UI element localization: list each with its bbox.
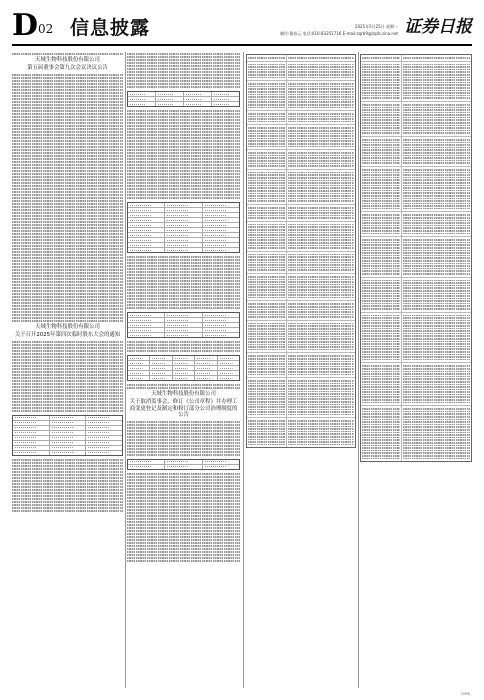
text-line [12, 98, 123, 100]
column-divider [358, 52, 359, 688]
text-line [12, 176, 123, 178]
text-line [127, 530, 240, 532]
text-line [12, 477, 123, 479]
announcement-company: 天域生物科技股份有限公司 [35, 323, 100, 330]
text-line [127, 256, 240, 258]
text-line [12, 101, 123, 103]
text-line [12, 314, 123, 316]
text-line [127, 442, 240, 444]
text-line [127, 56, 240, 58]
text-line [127, 283, 240, 285]
text-line [127, 512, 240, 514]
announcement-company: 天域生物科技股份有限公司 [151, 391, 216, 397]
text-line [12, 368, 123, 370]
text-line [127, 113, 240, 115]
text-line [127, 158, 240, 160]
text-line [12, 170, 123, 172]
column-divider [243, 52, 244, 688]
text-line [127, 277, 240, 279]
text-line [127, 527, 240, 529]
text-line [12, 122, 123, 124]
text-line [127, 454, 240, 456]
text-line [127, 292, 240, 294]
text-line [12, 392, 123, 394]
text-line [12, 140, 123, 142]
text-line [12, 341, 123, 343]
announcement-title: 关于取消监事会、修订《公司章程》并办理工商变更登记及制定和修订部分公司治理制度的公告 [129, 399, 238, 419]
announcement-company: 天域生物科技股份有限公司 [35, 57, 100, 63]
text-line [12, 242, 123, 244]
text-line [12, 350, 123, 352]
text-line [12, 194, 123, 196]
text-line [12, 149, 123, 151]
column-divider [125, 52, 126, 688]
text-line [12, 251, 123, 253]
data-table [127, 312, 240, 338]
text-line [12, 462, 123, 464]
text-line [127, 74, 240, 76]
text-line [12, 356, 123, 358]
text-line [127, 545, 240, 547]
text-line [12, 389, 123, 391]
text-line [127, 271, 240, 273]
text-line [12, 257, 123, 259]
text-line [127, 347, 240, 349]
text-line [12, 263, 123, 265]
text-line [12, 155, 123, 157]
text-line [127, 430, 240, 432]
text-line [127, 448, 240, 450]
text-line [12, 116, 123, 118]
text-line [12, 290, 123, 292]
text-line [127, 65, 240, 67]
text-line [12, 113, 123, 115]
text-line [127, 164, 240, 166]
text-line [12, 299, 123, 301]
text-line [127, 53, 240, 55]
text-line [127, 451, 240, 453]
text-line [127, 551, 240, 553]
text-line [12, 272, 123, 274]
text-line [127, 445, 240, 447]
text-line [12, 152, 123, 154]
text-line [127, 83, 240, 85]
text-line [127, 289, 240, 291]
text-line [127, 140, 240, 142]
text-line [12, 146, 123, 148]
text-line [127, 59, 240, 61]
text-line [127, 161, 240, 163]
text-line [12, 501, 123, 503]
text-line [12, 302, 123, 304]
text-line [127, 295, 240, 297]
text-line [12, 507, 123, 509]
text-line [12, 404, 123, 406]
text-line [12, 311, 123, 313]
text-line [127, 71, 240, 73]
text-line [12, 468, 123, 470]
text-line [127, 131, 240, 133]
text-line [12, 236, 123, 238]
text-line [127, 77, 240, 79]
text-line [12, 398, 123, 400]
text-line [12, 284, 123, 286]
text-line [127, 173, 240, 175]
text-line [127, 68, 240, 70]
text-line [12, 359, 123, 361]
text-line [12, 459, 123, 461]
text-line [12, 92, 123, 94]
text-line [127, 116, 240, 118]
text-line [127, 191, 240, 193]
text-line [127, 554, 240, 556]
text-line [12, 287, 123, 289]
text-line [12, 206, 123, 208]
text-line [12, 492, 123, 494]
text-line [127, 134, 240, 136]
announcement-title: 关于召开2025年第四次临时股东大会的通知 [14, 332, 121, 339]
text-line [127, 341, 240, 343]
text-line [12, 188, 123, 190]
text-line [127, 479, 240, 481]
text-line [127, 176, 240, 178]
text-line [12, 167, 123, 169]
text-line [12, 474, 123, 476]
text-line [127, 433, 240, 435]
text-line [12, 143, 123, 145]
column-1 [12, 52, 123, 688]
text-line [127, 188, 240, 190]
text-line [12, 131, 123, 133]
print-mark: CMYK [460, 692, 470, 696]
text-line [12, 386, 123, 388]
text-line [12, 218, 123, 220]
text-line [127, 301, 240, 303]
text-line [127, 179, 240, 181]
text-line [12, 137, 123, 139]
text-line [127, 497, 240, 499]
text-line [127, 110, 240, 112]
text-line [12, 161, 123, 163]
text-line [127, 350, 240, 352]
text-line [12, 480, 123, 482]
text-line [127, 515, 240, 517]
text-line [127, 265, 240, 267]
page-number: 02 [38, 22, 54, 36]
masthead-rule [12, 44, 472, 46]
text-line [12, 495, 123, 497]
text-line [12, 104, 123, 106]
text-line [127, 427, 240, 429]
text-line [12, 233, 123, 235]
text-line [127, 298, 240, 300]
text-line [12, 353, 123, 355]
text-line [127, 197, 240, 199]
text-line [12, 365, 123, 367]
text-line [12, 407, 123, 409]
text-line [12, 395, 123, 397]
text-line [127, 503, 240, 505]
text-line [12, 281, 123, 283]
text-line [127, 384, 240, 386]
data-table [127, 91, 240, 107]
text-line [12, 191, 123, 193]
text-line [12, 74, 123, 76]
text-line [127, 86, 240, 88]
text-line [12, 200, 123, 202]
text-line [127, 143, 240, 145]
text-line [12, 317, 123, 319]
text-line [127, 262, 240, 264]
text-line [127, 304, 240, 306]
text-line [12, 465, 123, 467]
text-line [12, 269, 123, 271]
text-line [12, 245, 123, 247]
text-line [12, 158, 123, 160]
text-line [12, 510, 123, 512]
text-line [127, 185, 240, 187]
column-2 [127, 52, 240, 688]
text-line [12, 305, 123, 307]
text-line [127, 307, 240, 309]
text-line [127, 524, 240, 526]
text-line [12, 254, 123, 256]
text-line [127, 280, 240, 282]
column-3 [246, 52, 356, 688]
text-line [12, 80, 123, 82]
text-line [12, 498, 123, 500]
text-line [12, 380, 123, 382]
text-line [12, 486, 123, 488]
text-line [12, 371, 123, 373]
text-line [12, 383, 123, 385]
text-line [127, 542, 240, 544]
text-line [12, 197, 123, 199]
text-line [12, 107, 123, 109]
text-line [12, 230, 123, 232]
text-line [127, 506, 240, 508]
text-line [127, 494, 240, 496]
column-4 [360, 52, 472, 688]
text-line [127, 128, 240, 130]
text-line [12, 483, 123, 485]
section-letter: D [12, 8, 39, 43]
text-line [127, 125, 240, 127]
text-line [127, 424, 240, 426]
text-line [12, 95, 123, 97]
text-line [12, 293, 123, 295]
data-table [12, 415, 123, 456]
text-line [12, 401, 123, 403]
text-line [12, 89, 123, 91]
text-line [127, 182, 240, 184]
announcement-title: 第五届董事会第九次会议决议公告 [27, 65, 108, 72]
amendment-comparison-table [246, 54, 356, 448]
text-line [12, 275, 123, 277]
text-line [127, 119, 240, 121]
text-line [127, 146, 240, 148]
text-line [12, 471, 123, 473]
text-line [12, 374, 123, 376]
text-line [12, 86, 123, 88]
text-line [127, 476, 240, 478]
text-line [12, 224, 123, 226]
text-line [12, 203, 123, 205]
text-line [127, 167, 240, 169]
text-line [127, 170, 240, 172]
text-line [127, 259, 240, 261]
data-table [127, 459, 240, 470]
text-line [12, 164, 123, 166]
text-line [127, 152, 240, 154]
text-line [127, 274, 240, 276]
publication-contact: 制作:董春云 电话:010-83251716 E-mail:zqrb9@zqrb.sina.net [279, 31, 398, 36]
text-line [12, 489, 123, 491]
text-line [127, 286, 240, 288]
text-line [12, 110, 123, 112]
text-line [12, 504, 123, 506]
text-line [12, 212, 123, 214]
text-line [127, 560, 240, 562]
text-line [12, 296, 123, 298]
text-line [127, 421, 240, 423]
text-line [12, 278, 123, 280]
text-line [12, 173, 123, 175]
text-line [127, 536, 240, 538]
text-line [12, 125, 123, 127]
text-line [127, 548, 240, 550]
text-line [12, 227, 123, 229]
text-line [127, 387, 240, 389]
amendment-comparison-table [360, 54, 472, 462]
publication-date: 2025年5月25日 星期一 [354, 24, 398, 29]
text-line [127, 485, 240, 487]
data-table [127, 202, 240, 253]
text-line [127, 137, 240, 139]
text-line [127, 539, 240, 541]
text-line [127, 473, 240, 475]
text-line [127, 194, 240, 196]
text-line [12, 119, 123, 121]
text-line [12, 215, 123, 217]
text-line [12, 248, 123, 250]
text-line [127, 122, 240, 124]
text-line [12, 77, 123, 79]
text-line [12, 266, 123, 268]
text-line [12, 83, 123, 85]
text-line [127, 149, 240, 151]
text-line [12, 128, 123, 130]
text-line [127, 533, 240, 535]
text-line [12, 362, 123, 364]
masthead [0, 0, 484, 44]
text-line [12, 377, 123, 379]
text-line [127, 155, 240, 157]
text-line [12, 320, 123, 322]
text-line [12, 221, 123, 223]
text-line [127, 491, 240, 493]
text-line [12, 185, 123, 187]
text-line [127, 509, 240, 511]
text-line [12, 260, 123, 262]
text-line [127, 344, 240, 346]
text-line [127, 80, 240, 82]
text-line [127, 439, 240, 441]
brand-logo: 证券日报 [404, 17, 472, 37]
section-title: 信息披露 [70, 17, 151, 39]
text-line [127, 518, 240, 520]
text-line [127, 488, 240, 490]
text-line [127, 557, 240, 559]
text-line [127, 436, 240, 438]
text-line [12, 239, 123, 241]
text-line [12, 347, 123, 349]
data-table [127, 355, 240, 381]
text-line [12, 182, 123, 184]
text-line [127, 500, 240, 502]
text-line [12, 344, 123, 346]
text-line [12, 209, 123, 211]
text-line [12, 308, 123, 310]
text-line [127, 62, 240, 64]
text-line [12, 134, 123, 136]
text-line [12, 410, 123, 412]
text-line [127, 521, 240, 523]
text-line [127, 268, 240, 270]
text-line [12, 53, 123, 55]
text-line [127, 482, 240, 484]
text-line [12, 179, 123, 181]
